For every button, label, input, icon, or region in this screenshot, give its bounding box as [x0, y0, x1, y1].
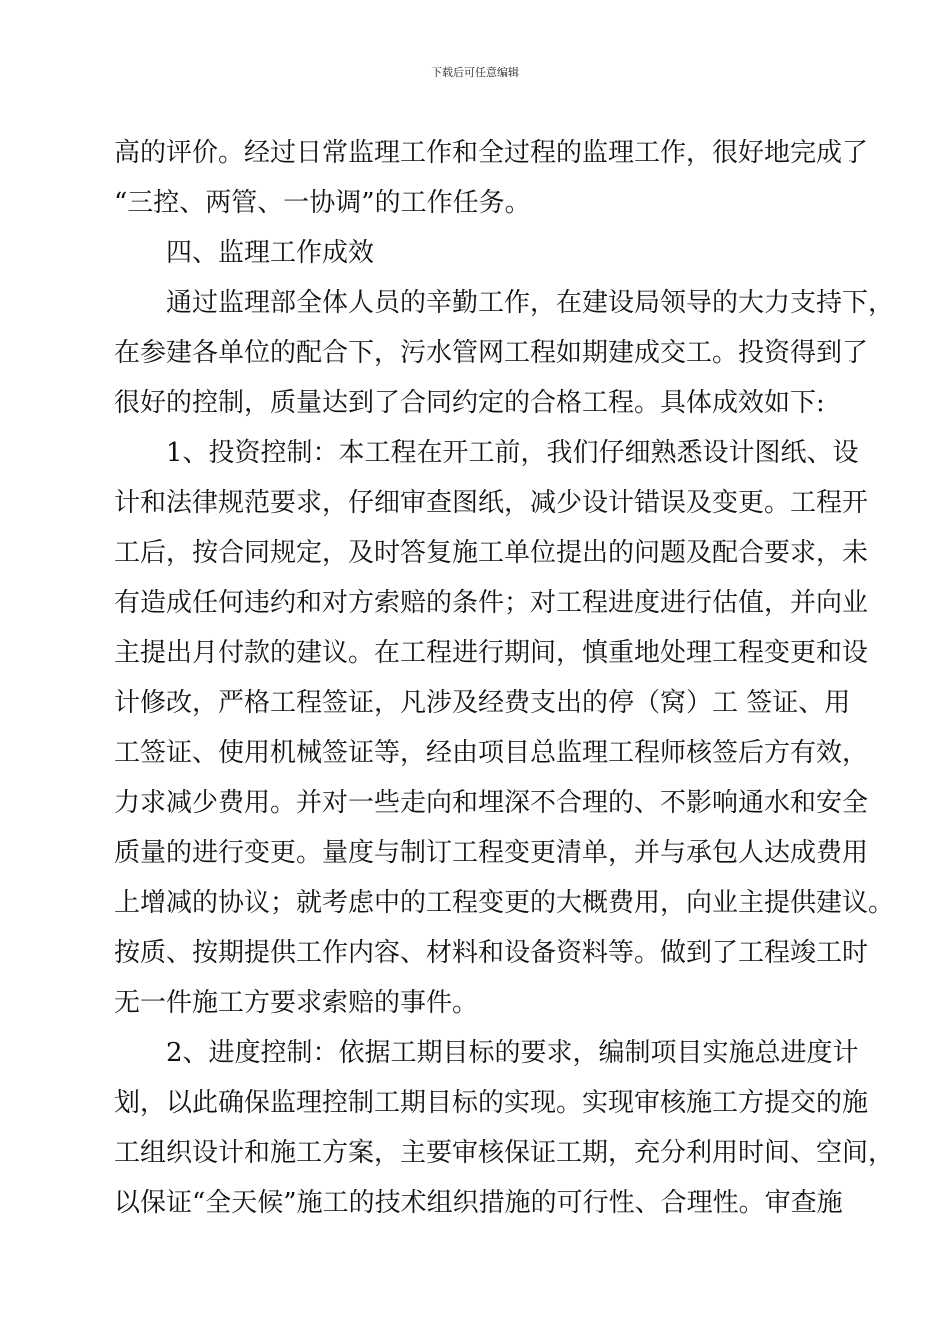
- text-line: 高的评价。经过日常监理工作和全过程的监理工作，很好地完成了: [114, 138, 869, 168]
- text-line: 力求减少费用。并对一些走向和埋深不合理的、不影响通水和安全: [114, 788, 869, 818]
- text-line: 上增减的协议；就考虑中的工程变更的大概费用，向业主提供建议。: [114, 888, 895, 918]
- text-line: 无一件施工方要求索赔的事件。: [114, 988, 479, 1018]
- text-line: 通过监理部全体人员的辛勤工作，在建设局领导的大力支持下，: [166, 288, 895, 318]
- text-line: 计修改，严格工程签证，凡涉及经费支出的停（窝）工 签证、用: [114, 688, 851, 718]
- text-line: 1、投资控制：本工程在开工前，我们仔细熟悉设计图纸、设: [166, 438, 859, 468]
- page-header: 下载后可任意编辑: [431, 66, 519, 79]
- text-line: 工后，按合同规定，及时答复施工单位提出的问题及配合要求，未: [114, 538, 869, 568]
- text-line: 主提出月付款的建议。在工程进行期间，慎重地处理工程变更和设: [114, 638, 869, 668]
- text-line: 以保证“全天候”施工的技术组织措施的可行性、合理性。审查施: [114, 1188, 843, 1218]
- text-line: 2、进度控制：依据工期目标的要求，编制项目实施总进度计: [166, 1038, 859, 1068]
- text-line: 质量的进行变更。量度与制订工程变更清单，并与承包人达成费用: [114, 838, 869, 868]
- text-line: 工组织设计和施工方案，主要审核保证工期，充分利用时间、空间，: [114, 1138, 895, 1168]
- text-line: 按质、按期提供工作内容、材料和设备资料等。做到了工程竣工时: [114, 938, 869, 968]
- text-line: 划，以此确保监理控制工期目标的实现。实现审核施工方提交的施: [114, 1088, 869, 1118]
- section-heading: 四、监理工作成效: [166, 238, 375, 268]
- text-line: 计和法律规范要求，仔细审查图纸，减少设计错误及变更。工程开: [114, 488, 869, 518]
- text-line: 工签证、使用机械签证等，经由项目总监理工程师核签后方有效，: [114, 738, 869, 768]
- text-line: 有造成任何违约和对方索赔的条件；对工程进度进行估值，并向业: [114, 588, 869, 618]
- text-line: 在参建各单位的配合下，污水管网工程如期建成交工。投资得到了: [114, 338, 869, 368]
- text-line: “三控、两管、一协调”的工作任务。: [114, 188, 531, 218]
- text-line: 很好的控制，质量达到了合同约定的合格工程。具体成效如下:: [114, 388, 825, 418]
